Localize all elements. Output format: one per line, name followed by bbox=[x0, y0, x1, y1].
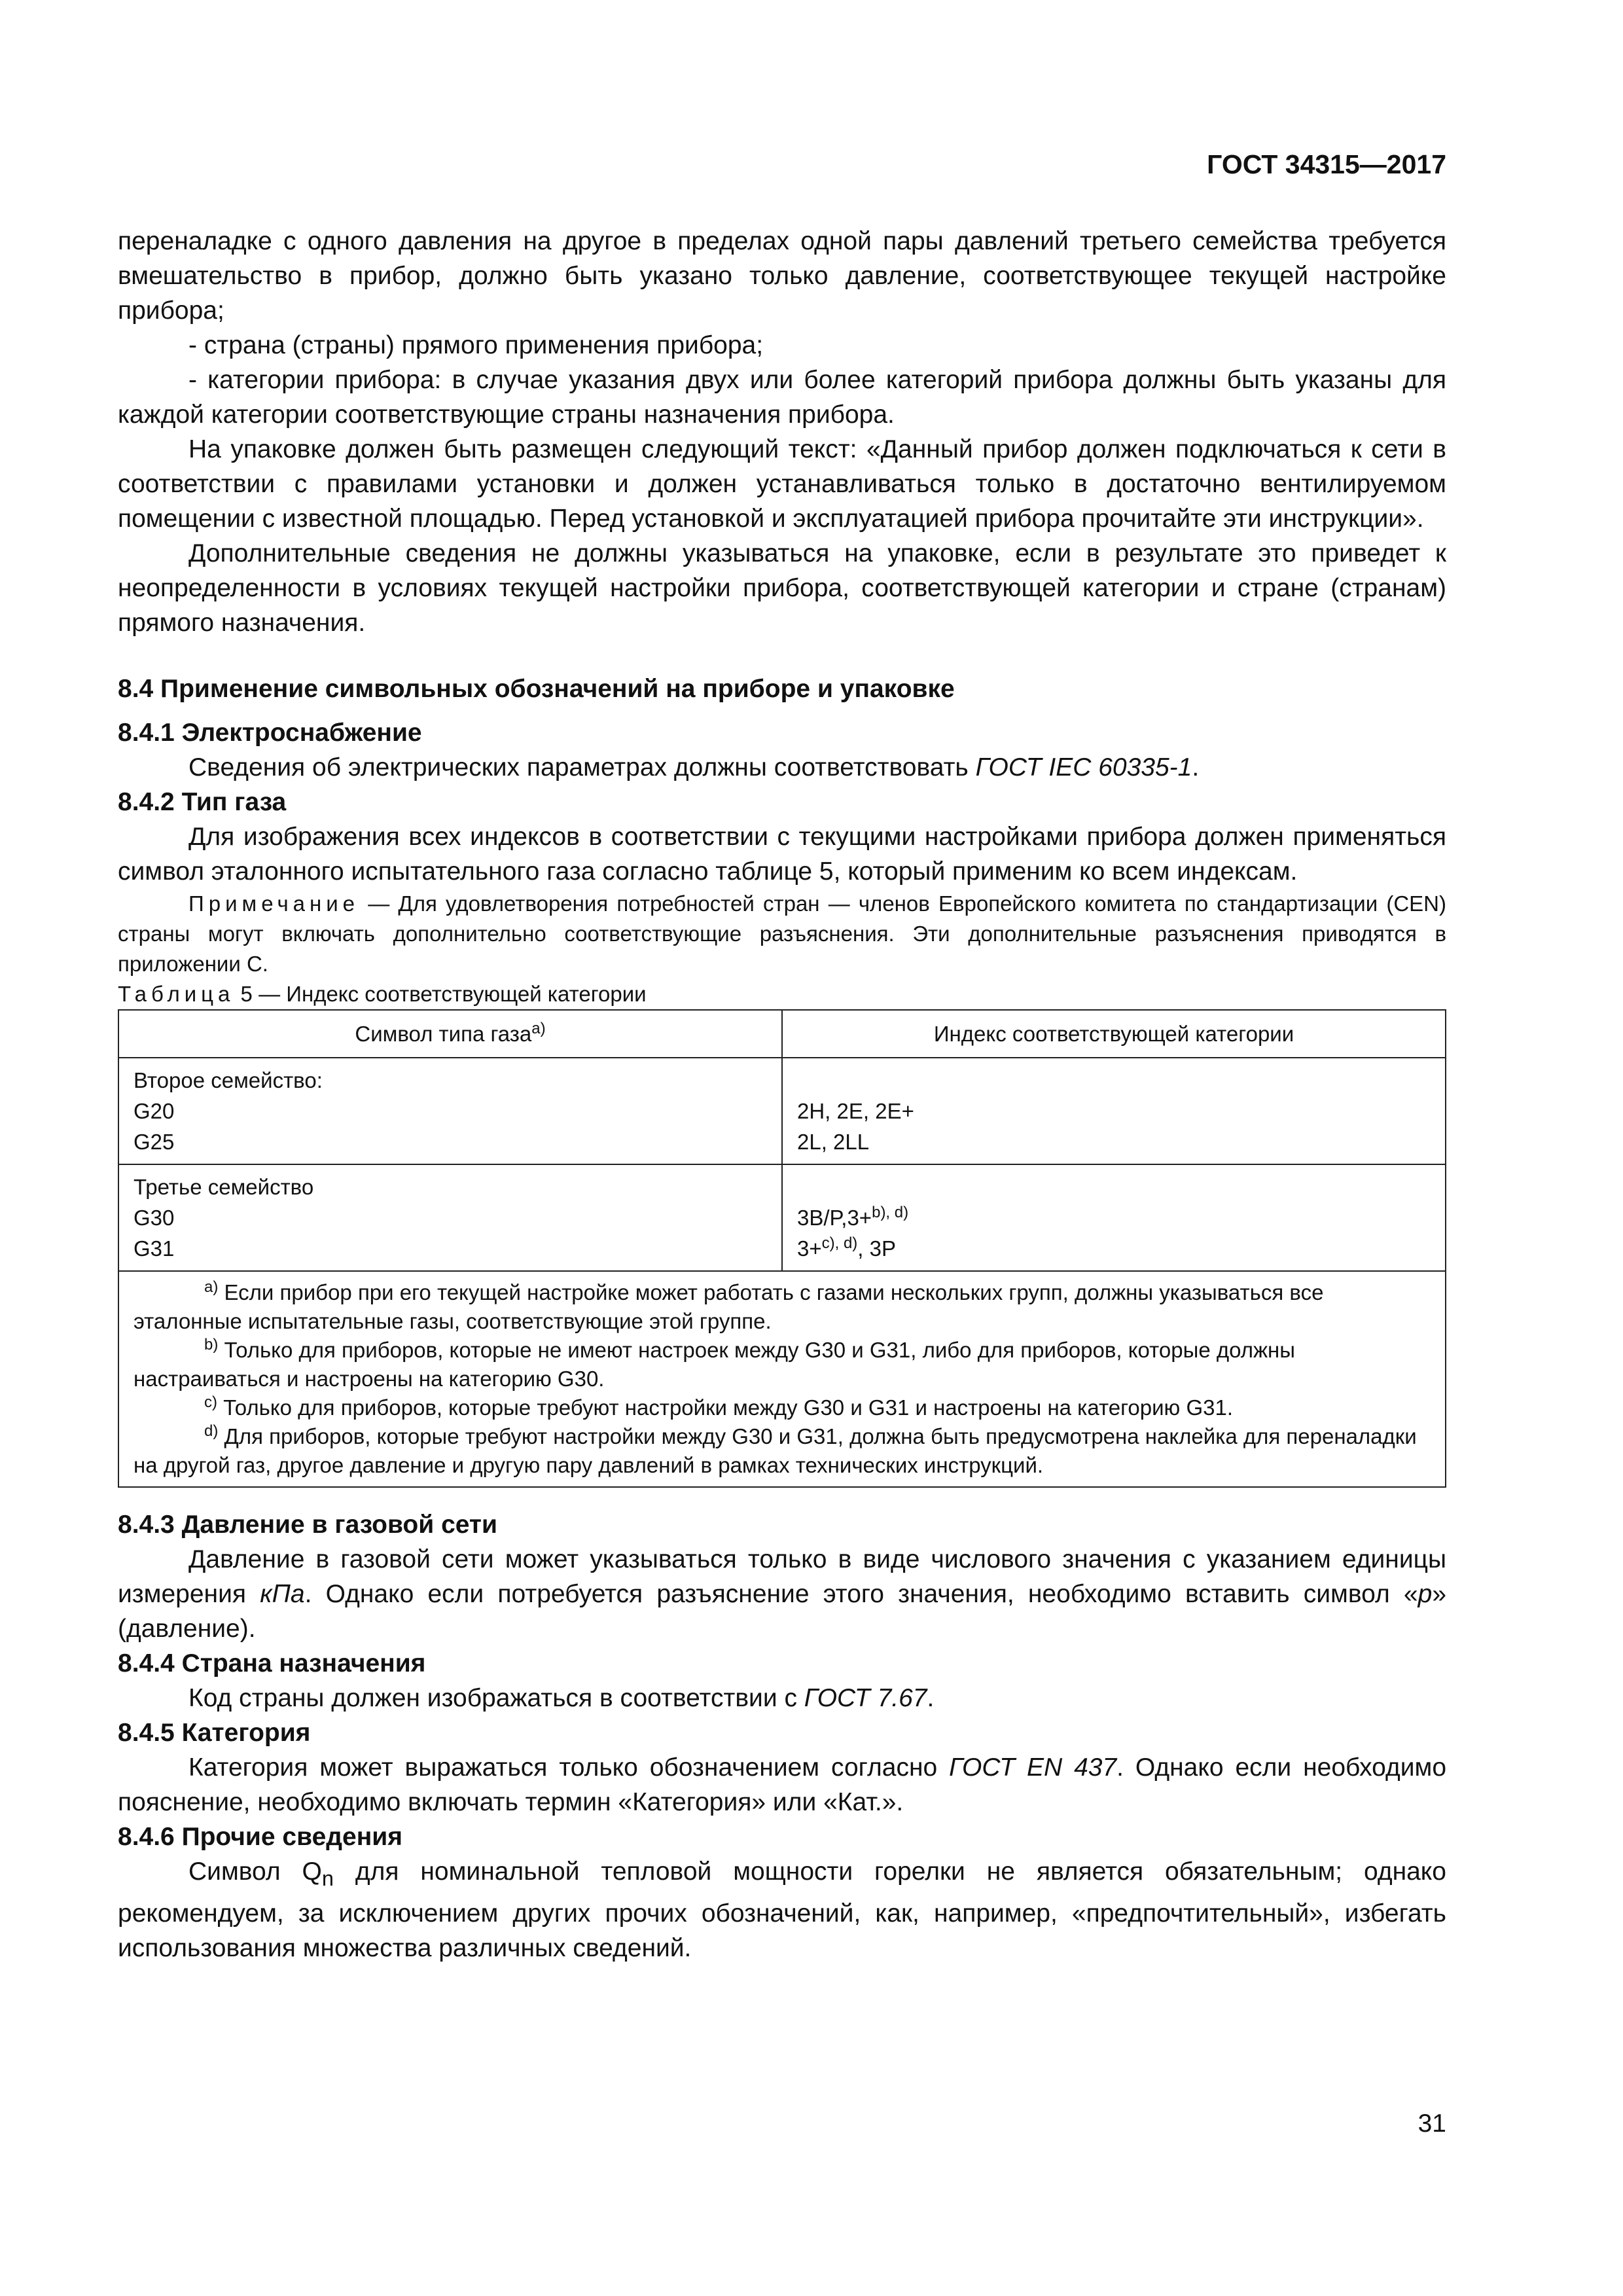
list-item-country: - страна (страны) прямого применения прибора; bbox=[188, 331, 764, 359]
section-heading-8-4-3: 8.4.3 Давление в газовой сети bbox=[118, 1511, 498, 1539]
table-footnotes bbox=[118, 1271, 1446, 1487]
table-header-category-index: Индекс соответствующей категории bbox=[782, 1010, 1446, 1058]
paragraph-8-4-4: Код страны должен изображаться в соответствии с ГОСТ 7.67. bbox=[188, 1684, 935, 1712]
footnote-c: $^{c)}$ Только для приборов, которые требуют настройки между G30 и G31 и настроены на категорию G31. bbox=[204, 1393, 1233, 1420]
table-cell-index-family-2: 2H, 2E, 2E+ 2L, 2LL bbox=[782, 1058, 1446, 1164]
section-heading-8-4-5: 8.4.5 Категория bbox=[118, 1719, 311, 1747]
footnote-b: $^{b)}$ Только для приборов, которые не имеют настроек между G30 и G31, либо для приборов, которые должны настраиваться и настроены на категорию G30. bbox=[134, 1336, 1295, 1391]
standard-reference: ГОСТ 7.67 bbox=[804, 1684, 927, 1712]
note-text: — Для удовлетворения потребностей стран — членов Европейского комитета по стандартизации (CEN) страны могут включать дополнительно соответствующие разъяснения. Эти дополнительные разъяснения приводятся в приложении С. bbox=[118, 891, 1446, 976]
table-footnotes-row bbox=[118, 1271, 1446, 1487]
page-number: 31 bbox=[1418, 2109, 1446, 2138]
paragraph-8-4-6: Символ $Q_n$ для номинальной тепловой мощности горелки не является обязательным; однако рекомендуем, за исключением других прочих обозначений, как, например, «предпочтительный», избегать использования множества различных сведений. bbox=[118, 1857, 1446, 1962]
document-number-header: ГОСТ 34315—2017 bbox=[1207, 149, 1446, 179]
section-heading-8-4-1: 8.4.1 Электроснабжение bbox=[118, 719, 422, 747]
footnote-a: $^{a)}$ Если прибор при его текущей настройке может работать с газами нескольких групп, должны указываться все эталонные испытательные газы, соответствующие этой группе. bbox=[134, 1278, 1324, 1333]
note-label: Примечание bbox=[188, 891, 360, 916]
section-heading-8-4-6: 8.4.6 Прочие сведения bbox=[118, 1823, 402, 1851]
note bbox=[118, 889, 1446, 979]
list-item-category: - категории прибора: в случае указания двух или более категорий прибора должны быть указаны для каждой категории соответствующие страны назначения прибора. bbox=[118, 366, 1446, 429]
paragraph-8-4-3: Давление в газовой сети может указываться только в виде числового значения с указанием единицы измерения кПа. Однако если потребуется разъяснение этого значения, необходимо вставить символ «p» (давление). bbox=[118, 1545, 1447, 1643]
paragraph-8-4-2: Для изображения всех индексов в соответствии с текущими настройками прибора должен применяться символ эталонного испытательного газа согласно таблице 5, который применим ко всем индексам. bbox=[118, 823, 1446, 886]
table-row bbox=[118, 1058, 1446, 1164]
table-caption: Таблица 5 — Индекс соответствующей категории bbox=[118, 982, 647, 1006]
standard-reference: ГОСТ EN 437 bbox=[949, 1753, 1117, 1782]
footnote-d: $^{d)}$ Для приборов, которые требуют настройки между G30 и G31, должна быть предусмотрена наклейка для переналадки на другой газ, другое давление и другую пару давлений в рамках технических инструкций. bbox=[134, 1422, 1417, 1477]
paragraph-8-4-5: Категория может выражаться только обозначением согласно ГОСТ EN 437. Однако если необходимо пояснение, необходимо включать термин «Категория» или «Кат.». bbox=[118, 1753, 1447, 1816]
paragraph-8-4-1: Сведения об электрических параметрах должны соответствовать ГОСТ IEC 60335-1. bbox=[188, 753, 1200, 781]
paragraph-package-text: На упаковке должен быть размещен следующий текст: «Данный прибор должен подключаться к сети в соответствии с правилами установки и должен устанавливаться только в достаточно вентилируемом помещении с известной площадью. Перед установкой и эксплуатацией прибора прочитайте эти инструкции». bbox=[118, 435, 1446, 533]
table-row bbox=[118, 1164, 1446, 1271]
table-cell-gas-family-3: Третье семейство G30 G31 bbox=[118, 1164, 782, 1271]
section-heading-8-4-2: 8.4.2 Тип газа bbox=[118, 788, 287, 816]
table-cell-gas-family-2: Второе семейство: G20 G25 bbox=[118, 1058, 782, 1164]
paragraph-continuation: переналадке с одного давления на другое в пределах одной пары давлений третьего семейства требуется вмешательство в прибор, должно быть указано только давление, соответствующее текущей настройке прибора; bbox=[118, 227, 1446, 325]
table-5 bbox=[118, 1009, 1446, 1488]
section-heading-8-4-4: 8.4.4 Страна назначения bbox=[118, 1649, 426, 1677]
standard-reference: ГОСТ IEC 60335-1 bbox=[975, 753, 1192, 781]
paragraph-additional-info: Дополнительные сведения не должны указываться на упаковке, если в результате это приведет к неопределенности в условиях текущей настройки прибора, соответствующей категории и стране (странам) прямого назначения. bbox=[118, 539, 1446, 637]
page-content bbox=[118, 224, 1446, 1965]
table-header-gas-symbol: Символ типа газа$^{a)}$ bbox=[118, 1010, 782, 1058]
table-cell-index-family-3: 3B/P,3+$^{b), d)}$ 3+$^{c), d)}$, 3P bbox=[782, 1164, 1446, 1271]
section-heading-8-4: 8.4 Применение символьных обозначений на приборе и упаковке bbox=[118, 675, 955, 703]
table-header-row bbox=[118, 1010, 1446, 1058]
